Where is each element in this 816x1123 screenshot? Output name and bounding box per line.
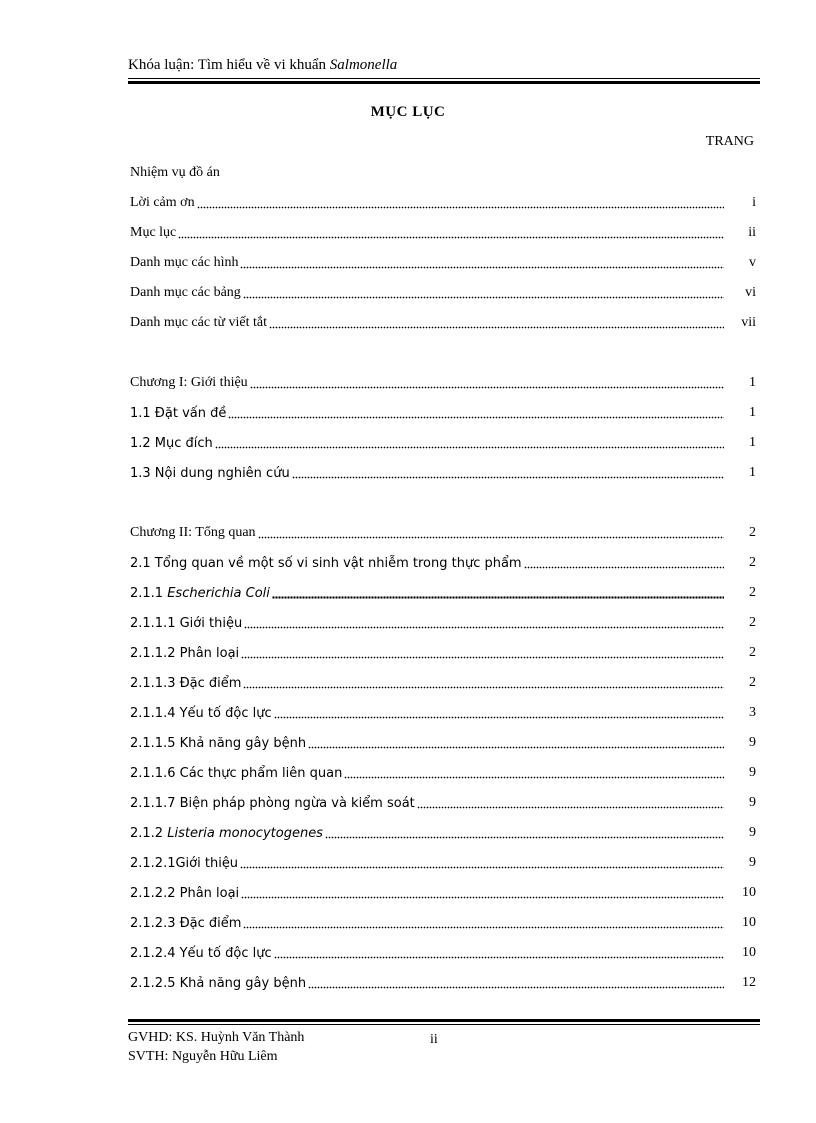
toc-label: 2.1.2.1Giới thiệu xyxy=(130,855,239,871)
toc-page: i xyxy=(752,195,756,210)
toc-page: vii xyxy=(741,315,756,330)
toc-row xyxy=(130,908,756,938)
toc-label-italic: Listeria monocytogenes xyxy=(167,825,323,841)
toc-label: 1.2 Mục đích xyxy=(130,435,213,451)
page-title: MỤC LỤC xyxy=(370,104,446,120)
dot-leader xyxy=(197,196,724,210)
footer-rule-thin xyxy=(128,1024,760,1025)
toc-row xyxy=(130,218,756,248)
toc-row xyxy=(130,818,756,848)
toc-row xyxy=(130,518,756,548)
header-rule-thin xyxy=(128,78,760,79)
dot-leader xyxy=(274,706,724,720)
toc-page: 2 xyxy=(749,615,756,630)
toc-label: Lời cảm ơn xyxy=(130,195,195,210)
page-column-label: TRANG xyxy=(705,134,754,149)
toc-row xyxy=(130,788,756,818)
toc-label: Danh mục các hình xyxy=(130,255,239,270)
toc-row xyxy=(130,968,756,998)
toc-page: vi xyxy=(745,285,756,300)
toc-label: 2.1.1.7 Biện pháp phòng ngừa và kiểm soát xyxy=(130,795,415,811)
toc-page: 2 xyxy=(749,555,756,570)
toc-row xyxy=(130,368,756,398)
dot-leader xyxy=(250,376,724,390)
toc-label-italic: Escherichia Coli xyxy=(167,585,270,601)
toc-page: 2 xyxy=(749,585,756,600)
dot-leader xyxy=(178,226,724,240)
footer-rule-thick xyxy=(128,1019,760,1022)
dot-leader xyxy=(243,676,724,690)
dot-leader xyxy=(215,436,724,450)
toc-label: 2.1.1.4 Yếu tố độc lực xyxy=(130,705,272,721)
toc-label: Danh mục các bảng xyxy=(130,285,241,300)
toc-page: 2 xyxy=(749,645,756,660)
toc-row xyxy=(130,458,756,488)
toc-row xyxy=(130,728,756,758)
toc-page: 10 xyxy=(742,945,756,960)
toc-page: 1 xyxy=(749,405,756,420)
dot-leader xyxy=(274,946,724,960)
toc-row xyxy=(130,188,756,218)
toc-page: 2 xyxy=(749,675,756,690)
footer-student: SVTH: Nguyễn Hữu Liêm xyxy=(128,1049,278,1064)
dot-leader xyxy=(228,406,724,420)
toc-page: 9 xyxy=(749,825,756,840)
dot-leader xyxy=(244,616,724,630)
dot-leader xyxy=(241,646,724,660)
toc-label: Chương I: Giới thiệu xyxy=(130,375,248,390)
toc-label: 2.1 Tổng quan về một số vi sinh vật nhiễm trong thực phẩm xyxy=(130,555,522,571)
dot-leader xyxy=(292,466,724,480)
toc-label: 1.3 Nội dung nghiên cứu xyxy=(130,465,290,481)
toc-row xyxy=(130,398,756,428)
footer-supervisor: GVHD: KS. Huỳnh Văn Thành xyxy=(128,1030,305,1045)
toc-page: 1 xyxy=(749,465,756,480)
dot-leader xyxy=(417,796,724,810)
toc-label: 2.1.1 Escherichia Coli xyxy=(130,585,270,601)
toc-label: 2.1.2.4 Yếu tố độc lực xyxy=(130,945,272,961)
dot-leader xyxy=(241,886,724,900)
toc-row xyxy=(130,668,756,698)
toc-page: 3 xyxy=(749,705,756,720)
dot-leader xyxy=(243,916,724,930)
toc-page: 10 xyxy=(742,915,756,930)
page-footer xyxy=(128,1028,304,1066)
dot-leader xyxy=(524,556,724,570)
toc-row xyxy=(130,848,756,878)
toc-page: 9 xyxy=(749,765,756,780)
toc-row xyxy=(130,638,756,668)
toc-label: 1.1 Đặt vấn đề xyxy=(130,405,227,421)
toc-label: 2.1.1.6 Các thực phẩm liên quan xyxy=(130,765,343,781)
toc-row xyxy=(130,938,756,968)
toc-row xyxy=(130,878,756,908)
toc-page: 2 xyxy=(749,525,756,540)
toc-label: 2.1.1.3 Đặc điểm xyxy=(130,675,242,691)
table-of-contents xyxy=(130,158,756,998)
dot-leader xyxy=(269,316,724,330)
toc-label: Mục lục xyxy=(130,225,177,240)
toc-label: 2.1.1.5 Khả năng gây bệnh xyxy=(130,735,307,751)
toc-row xyxy=(130,248,756,278)
toc-page: 1 xyxy=(749,435,756,450)
toc-label: 2.1.2.5 Khả năng gây bệnh xyxy=(130,975,307,991)
toc-row xyxy=(130,548,756,578)
toc-label: 2.1.2.3 Đặc điểm xyxy=(130,915,242,931)
toc-page: 9 xyxy=(749,795,756,810)
toc-spacer xyxy=(130,338,756,368)
toc-row xyxy=(130,578,756,608)
dot-leader xyxy=(258,526,724,540)
dot-leader xyxy=(240,856,724,870)
dot-leader xyxy=(240,256,724,270)
toc-page: 1 xyxy=(749,375,756,390)
toc-label: Chương II: Tổng quan xyxy=(130,525,256,540)
dot-leader xyxy=(308,976,724,990)
toc-row xyxy=(130,758,756,788)
toc-page: 9 xyxy=(749,855,756,870)
toc-label: 2.1.1.1 Giới thiệu xyxy=(130,615,243,631)
page-number: ii xyxy=(430,1032,438,1047)
toc-page: 10 xyxy=(742,885,756,900)
dot-leader xyxy=(308,736,724,750)
toc-spacer xyxy=(130,488,756,518)
dot-leader xyxy=(272,586,724,600)
dot-leader xyxy=(243,286,724,300)
toc-row xyxy=(130,278,756,308)
toc-label: 2.1.1.2 Phân loại xyxy=(130,645,240,661)
toc-page: v xyxy=(749,255,756,270)
toc-page: 12 xyxy=(742,975,756,990)
dot-leader xyxy=(344,766,724,780)
dot-leader xyxy=(325,826,724,840)
toc-page: 9 xyxy=(749,735,756,750)
toc-row xyxy=(130,428,756,458)
page-header xyxy=(128,57,397,74)
toc-row xyxy=(130,698,756,728)
toc-row xyxy=(130,158,756,188)
toc-label: 2.1.2.2 Phân loại xyxy=(130,885,240,901)
toc-label: Nhiệm vụ đồ án xyxy=(130,165,220,180)
toc-page: ii xyxy=(748,225,756,240)
header-rule-thick xyxy=(128,81,760,84)
toc-label: Danh mục các từ viết tắt xyxy=(130,315,268,330)
header-prefix: Khóa luận: Tìm hiểu về vi khuẩn xyxy=(128,57,330,73)
toc-row xyxy=(130,608,756,638)
header-italic-term: Salmonella xyxy=(329,57,398,73)
toc-label: 2.1.2 Listeria monocytogenes xyxy=(130,825,323,841)
toc-row xyxy=(130,308,756,338)
